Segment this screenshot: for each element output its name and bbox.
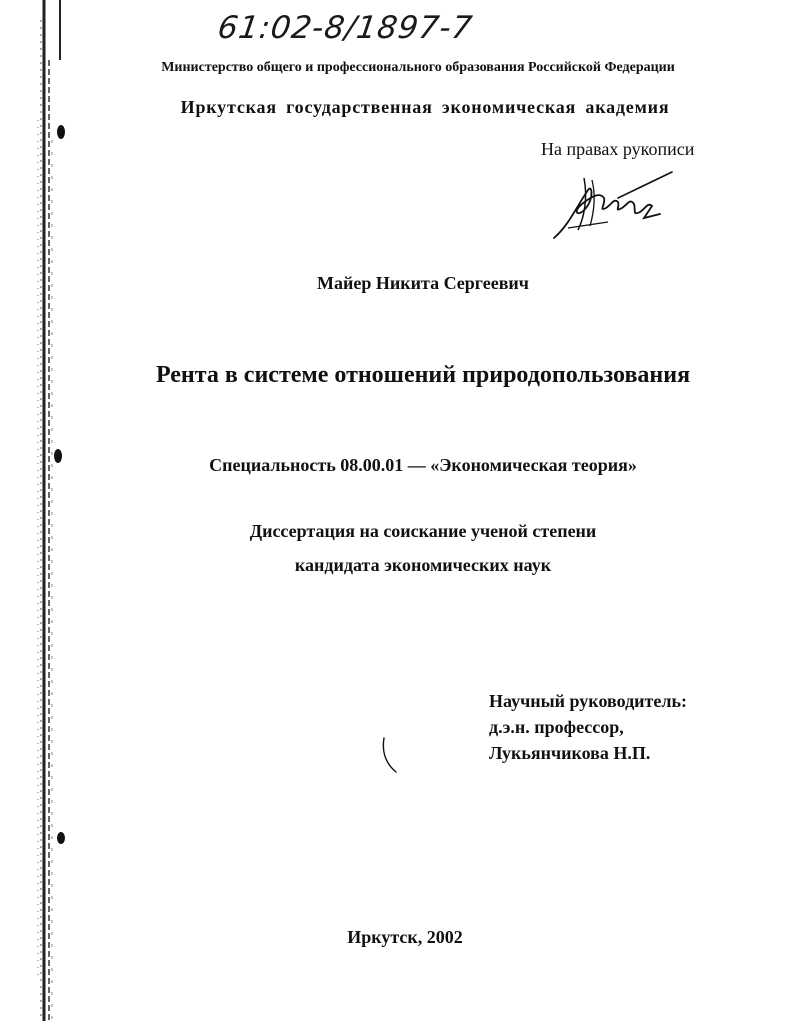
degree-line-2: кандидата экономических наук xyxy=(294,555,552,575)
author-signature xyxy=(548,168,678,246)
city-year: Иркутск, 2002 xyxy=(347,927,463,947)
supervisor-name: Лукьянчикова Н.П. xyxy=(489,743,651,763)
author-name: Майер Никита Сергеевич xyxy=(317,273,529,293)
supervisor-rank: д.э.н. профессор, xyxy=(489,717,624,737)
dissertation-title: Рента в системе отношений природопользования xyxy=(155,362,691,388)
supervisor-block xyxy=(489,688,687,766)
archive-code-handwritten: 61:02-8/1897-7 xyxy=(215,10,476,46)
scan-binding-edge xyxy=(0,0,80,1021)
specialty-line: Специальность 08.00.01 — «Экономическая теория» xyxy=(209,455,637,475)
academy-name: Иркутская государственная экономическая академия xyxy=(180,97,670,117)
ministry-line: Министерство общего и профессионального образования Российской Федерации xyxy=(161,60,675,75)
supervisor-heading: Научный руководитель: xyxy=(489,691,687,711)
pen-mark xyxy=(378,736,402,776)
degree-line-1: Диссертация на соискание ученой степени xyxy=(249,521,597,541)
manuscript-rights-note: На правах рукописи xyxy=(541,139,695,159)
